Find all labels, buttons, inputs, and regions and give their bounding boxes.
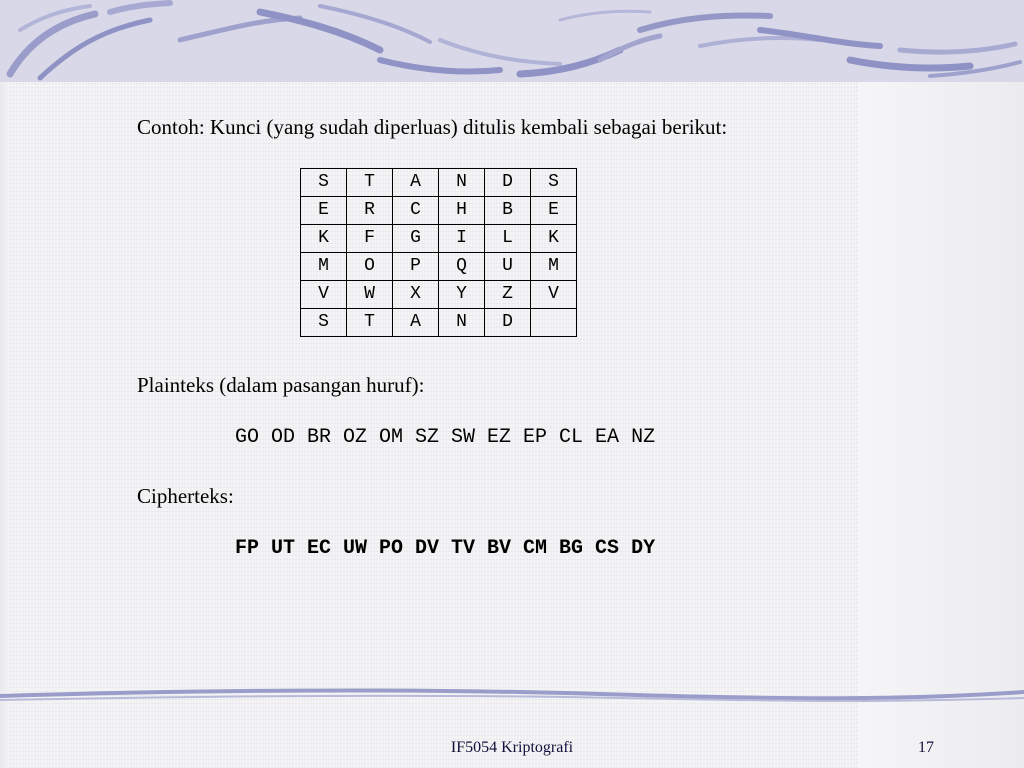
table-row	[301, 225, 577, 253]
table-cell: V	[301, 281, 347, 309]
table-cell: M	[531, 253, 577, 281]
table-cell: Q	[439, 253, 485, 281]
table-cell: E	[531, 197, 577, 225]
table-cell: P	[393, 253, 439, 281]
table-cell: S	[301, 169, 347, 197]
right-margin-panel	[859, 82, 1024, 768]
table-cell: Y	[439, 281, 485, 309]
table-cell: A	[393, 169, 439, 197]
intro-text: Contoh: Kunci (yang sudah diperluas) ditulis kembali sebagai berikut:	[137, 115, 728, 139]
table-cell: G	[393, 225, 439, 253]
table-cell: I	[439, 225, 485, 253]
table-cell: B	[485, 197, 531, 225]
table-cell: T	[347, 169, 393, 197]
plaintext-label: Plainteks (dalam pasangan huruf):	[137, 373, 425, 397]
table-cell: S	[531, 169, 577, 197]
table-cell: S	[301, 309, 347, 337]
table-cell: Z	[485, 281, 531, 309]
table-cell: R	[347, 197, 393, 225]
ciphertext-label: Cipherteks:	[137, 484, 234, 508]
decorative-wave-banner	[0, 0, 1024, 82]
table-cell: L	[485, 225, 531, 253]
table-cell: D	[485, 309, 531, 337]
table-row	[301, 197, 577, 225]
decorative-bottom-wave	[0, 682, 1024, 712]
table-cell: N	[439, 309, 485, 337]
table-row	[301, 309, 577, 337]
table-cell: M	[301, 253, 347, 281]
table-cell	[531, 309, 577, 337]
table-cell: K	[531, 225, 577, 253]
ciphertext-pairs: FP UT EC UW PO DV TV BV CM BG CS DY	[235, 537, 656, 560]
left-margin-panel	[0, 82, 10, 768]
table-cell: T	[347, 309, 393, 337]
table-cell: X	[393, 281, 439, 309]
table-cell: W	[347, 281, 393, 309]
table-cell: N	[439, 169, 485, 197]
table-cell: F	[347, 225, 393, 253]
footer-course-title: IF5054 Kriptografi	[450, 739, 574, 756]
key-table	[300, 168, 577, 337]
table-cell: V	[531, 281, 577, 309]
table-cell: U	[485, 253, 531, 281]
table-cell: K	[301, 225, 347, 253]
table-cell: C	[393, 197, 439, 225]
table-row	[301, 253, 577, 281]
table-cell: D	[485, 169, 531, 197]
table-row	[301, 281, 577, 309]
table-cell: A	[393, 309, 439, 337]
table-cell: E	[301, 197, 347, 225]
table-row	[301, 169, 577, 197]
plaintext-pairs: GO OD BR OZ OM SZ SW EZ EP CL EA NZ	[235, 426, 656, 449]
slide-page-number: 17	[918, 739, 934, 756]
table-cell: H	[439, 197, 485, 225]
table-cell: O	[347, 253, 393, 281]
